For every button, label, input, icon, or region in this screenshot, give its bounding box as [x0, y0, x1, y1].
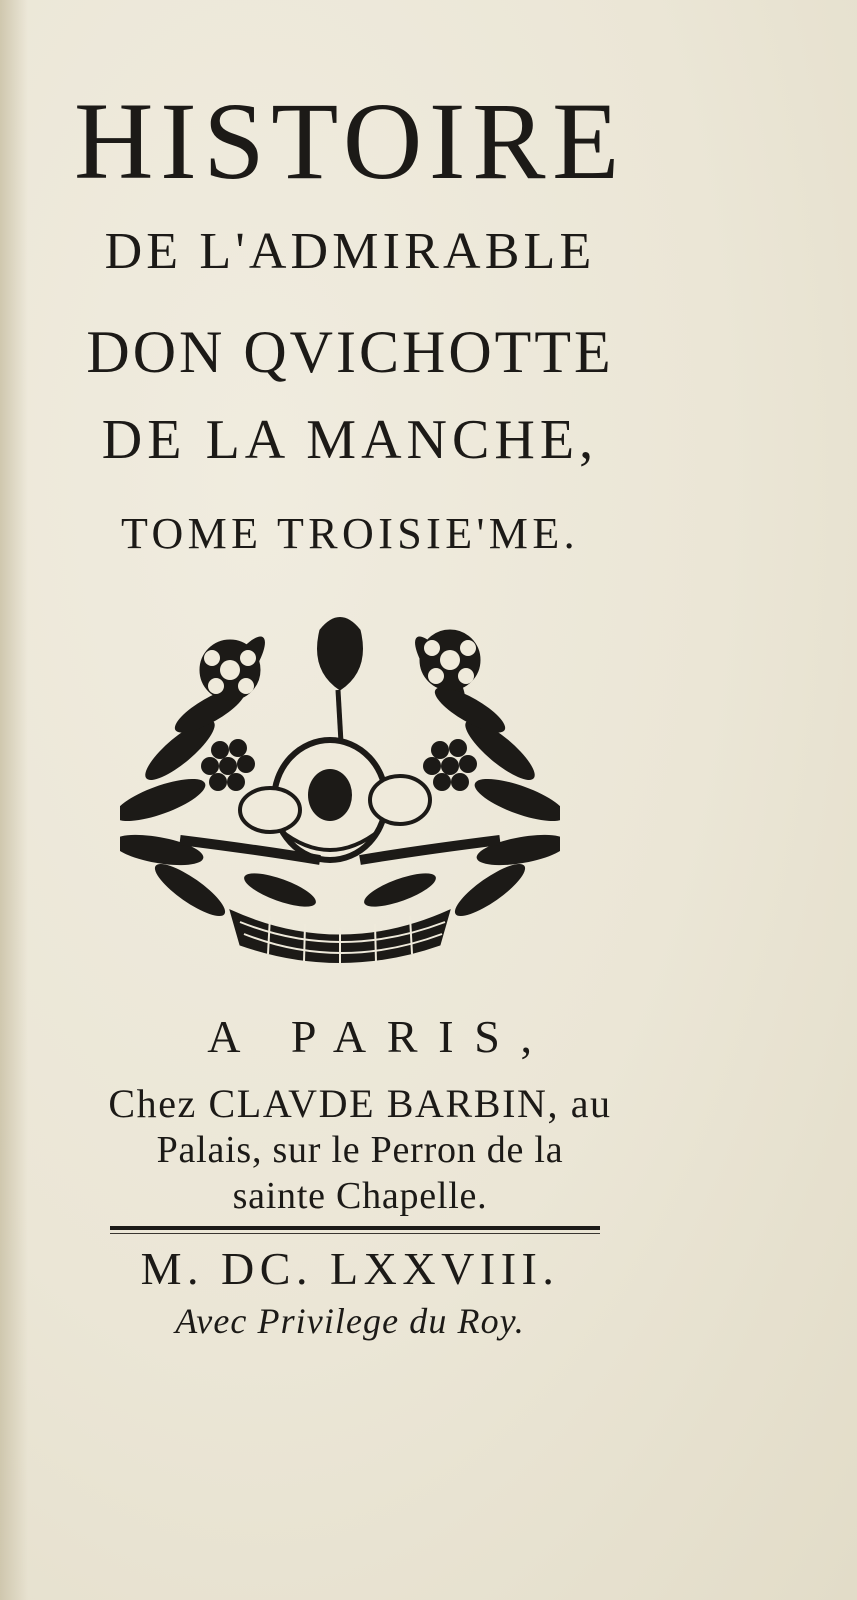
title-line-4: DE LA MANCHE, — [101, 409, 599, 471]
volume-label: TOME TROISIE'ME. — [120, 509, 580, 558]
publication-date: M. DC. LXXVIII. — [140, 1243, 560, 1294]
imprint-place: A PARIS, — [207, 1011, 553, 1062]
imprint-line-1: Chez CLAVDE BARBIN, au — [108, 1081, 612, 1126]
flower-basket-woodcut-icon — [120, 610, 560, 980]
imprint-line-3: sainte Chapelle. — [232, 1175, 488, 1217]
title-line-2: DE L'ADMIRABLE — [104, 223, 596, 280]
title-line-1: HISTOIRE — [74, 80, 626, 202]
title-line-3: DON QVICHOTTE — [86, 319, 614, 385]
privilege-line: Avec Privilege du Roy. — [175, 1301, 525, 1341]
imprint-line-2: Palais, sur le Perron de la — [156, 1129, 564, 1171]
divider-rule — [110, 1226, 600, 1230]
divider-rule-thin — [110, 1233, 600, 1234]
